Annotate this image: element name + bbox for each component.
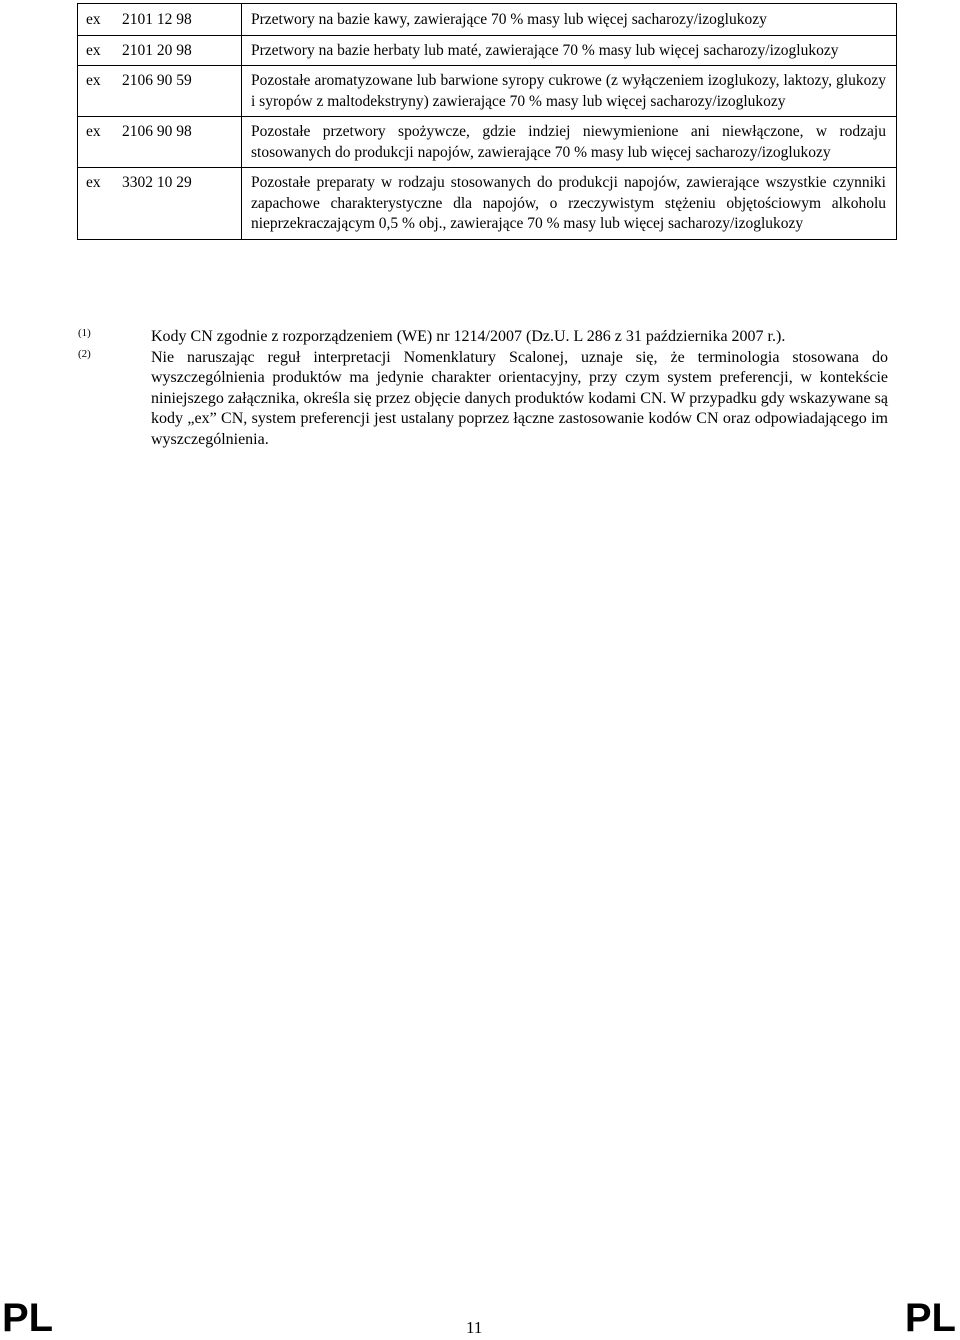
cn-code-cell: [78, 117, 242, 168]
page-number: 11: [466, 1318, 483, 1337]
cn-code: 3302 10 29: [122, 174, 192, 191]
table-row: [78, 35, 897, 66]
cn-codes-table: [77, 3, 897, 240]
ex-prefix: ex: [86, 72, 101, 89]
ex-prefix: ex: [86, 174, 101, 191]
product-description: Przetwory na bazie kawy, zawierające 70 % masy lub więcej sacharozy/izoglukozy: [242, 4, 897, 36]
table-row: [78, 168, 897, 240]
product-description: Pozostałe preparaty w rodzaju stosowanych do produkcji napojów, zawierające wszystkie czynniki zapachowe charakterystyczne dla napojów, o rzeczywistym stężeniu objętościowym alkoholu nieprzekraczającym 0,5 % obj., zawierające 70 % masy lub więcej sacharozy/izoglukozy: [242, 168, 897, 240]
cn-code: 2101 12 98: [122, 11, 192, 28]
table-row: [78, 4, 897, 36]
product-description: Pozostałe aromatyzowane lub barwione syropy cukrowe (z wyłączeniem izoglukozy, laktozy, glukozy i syropów z maltodekstryny) zawierające 70 % masy lub więcej sacharozy/izoglukozy: [242, 66, 897, 117]
footnotes: [78, 327, 888, 450]
footnote-2: [78, 348, 888, 451]
ex-prefix: ex: [86, 11, 101, 28]
product-description: Pozostałe przetwory spożywcze, gdzie indziej niewymienione ani niewłączone, w rodzaju stosowanych do produkcji napojów, zawierające 70 % masy lub więcej sacharozy/izoglukozy: [242, 117, 897, 168]
table-row: [78, 117, 897, 168]
cn-code: 2106 90 98: [122, 123, 192, 140]
ex-prefix: ex: [86, 123, 101, 140]
product-description: Przetwory na bazie herbaty lub maté, zawierające 70 % masy lub więcej sacharozy/izoglukozy: [242, 35, 897, 66]
footnote-mark: (2): [78, 347, 91, 360]
footnote-mark: (1): [78, 327, 91, 339]
footnote-1: [78, 327, 888, 348]
cn-code-cell: [78, 35, 242, 66]
table-row: [78, 66, 897, 117]
language-code-left: PL: [2, 1296, 54, 1340]
cn-code-cell: [78, 168, 242, 240]
ex-prefix: ex: [86, 41, 101, 59]
cn-code-cell: [78, 66, 242, 117]
cn-code: 2106 90 59: [122, 72, 192, 89]
cn-code: 2101 20 98: [122, 41, 192, 59]
footnote-text: Nie naruszając reguł interpretacji Nomenklatury Scalonej, uznaje się, że terminologia stosowana do wyszczególnienia produktów ma jedynie charakter orientacyjny, przy czym system preferencji, w kontekście niniejszego załącznika, określa się przez objęcie danych produktów kodami CN. W przypadku gdy wskazywane są kody „ex” CN, system preferencji jest ustalany poprzez łączne zastosowanie kodów CN oraz odpowiadającego im wyszczególnienia.: [151, 348, 888, 448]
language-code-right: PL: [904, 1296, 956, 1340]
footnote-text: Kody CN zgodnie z rozporządzeniem (WE) nr 1214/2007 (Dz.U. L 286 z 31 października 2007 r.).: [151, 328, 786, 345]
cn-code-cell: [78, 4, 242, 36]
